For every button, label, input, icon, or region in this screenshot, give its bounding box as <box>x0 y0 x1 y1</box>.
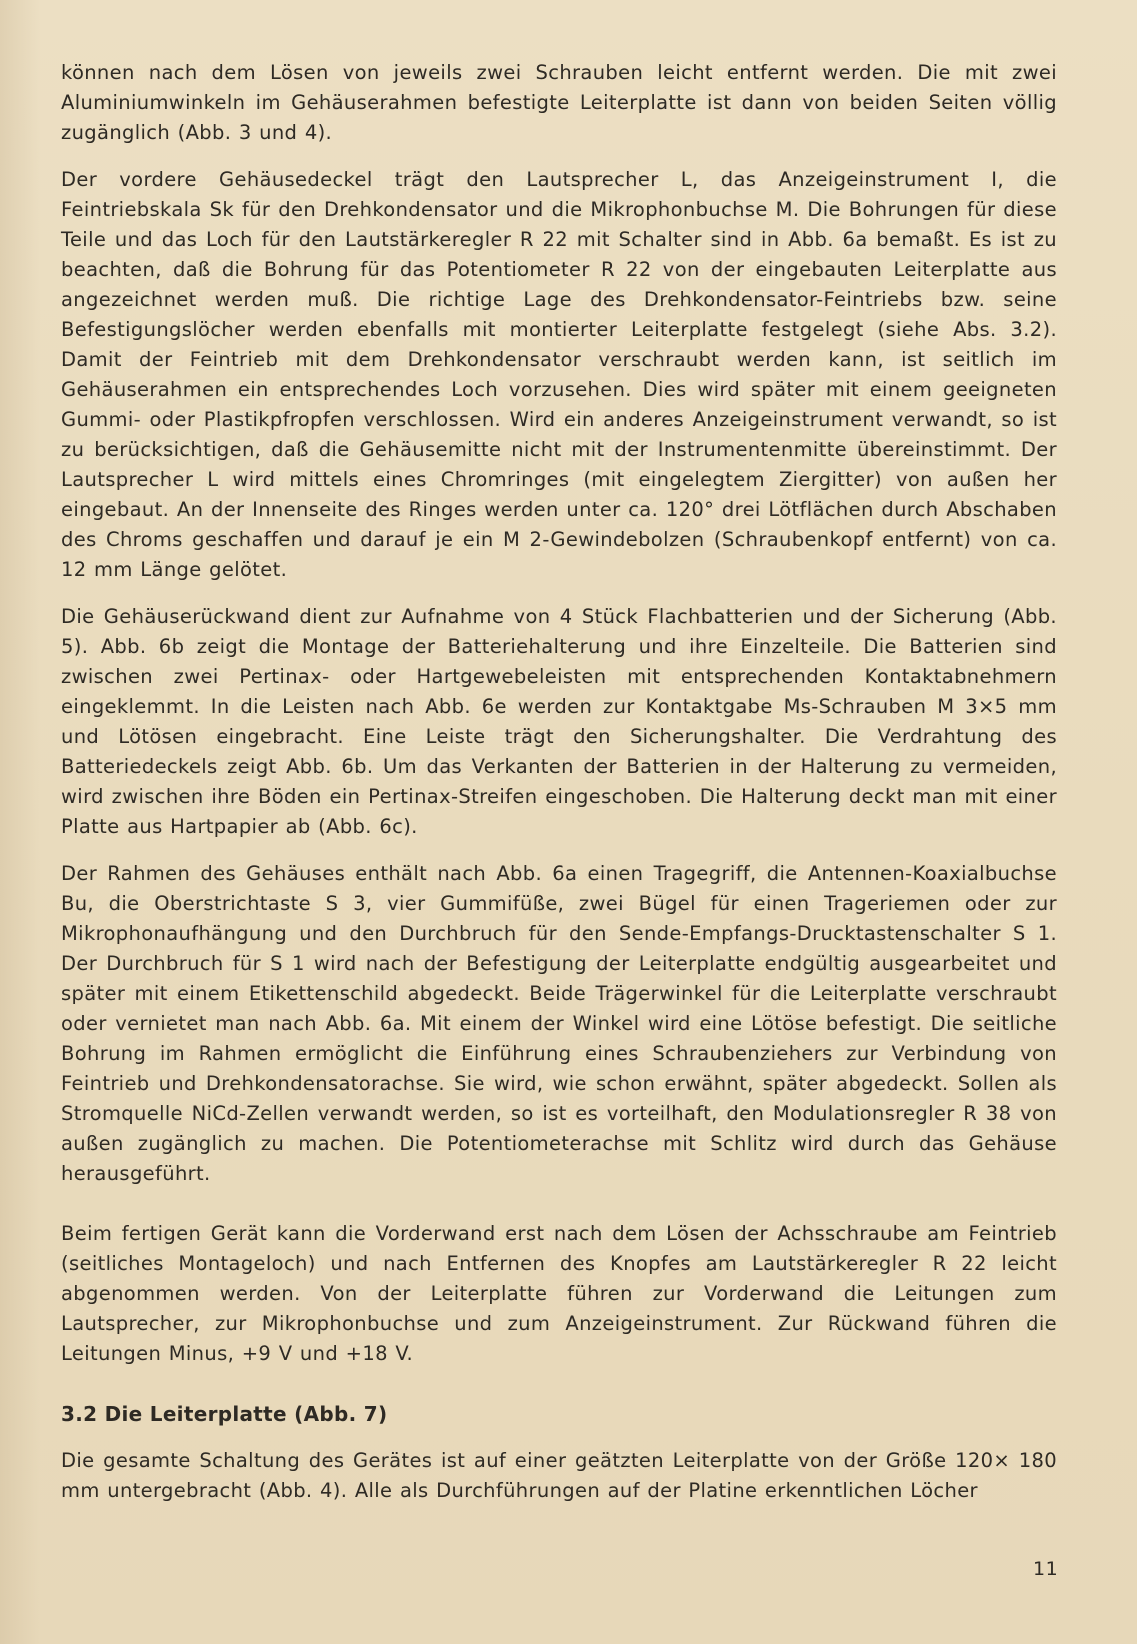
paragraph-circuit-board: Die gesamte Schaltung des Gerätes ist auf einer geätzten Leiterplatte von der Größe 120× 180 mm untergebracht (Abb. 4). Alle als Durchführungen auf der Platine erkenntlichen Löcher <box>61 1449 1057 1502</box>
paragraph-rear-wall: Die Gehäuserückwand dient zur Aufnahme von 4 Stück Flachbatterien und der Sicherung (Abb. 5). Abb. 6b zeigt die Montage der Batteriehalterung und ihre Einzelteile. Die Batterien sind zwischen zwei Pertinax- oder Hartgewebeleisten mit entsprechenden Kontaktabnehmern eingeklemmt. In die Leisten nach Abb. 6e werden zur Kontaktgabe Ms-Schrauben M 3×5 mm und Lötösen eingebracht. Eine Leiste trägt den Sicherungshalter. Die Verdrahtung des Batteriedeckels zeigt Abb. 6b. Um das Verkanten der Batterien in der Halterung zu vermeiden, wird zwischen ihre Böden ein Pertinax-Streifen eingeschoben. Die Halterung deckt man mit einer Platte aus Hartpapier ab (Abb. 6c). <box>61 605 1057 838</box>
paragraph-housing-access: können nach dem Lösen von jeweils zwei Schrauben leicht entfernt werden. Die mit zwei Aluminiumwinkeln im Gehäuserahmen befestigte Leiterplatte ist dann von beiden Seiten völlig zugänglich (Abb. 3 und 4). <box>61 61 1057 144</box>
section-heading: 3.2 Die Leiterplatte (Abb. 7) <box>61 1402 388 1426</box>
paragraph-frame: Der Rahmen des Gehäuses enthält nach Abb. 6a einen Tragegriff, die Antennen-Koaxialbuchse Bu, die Oberstrichtaste S 3, vier Gummifüße, zwei Bügel für einen Trageriemen oder zur Mikrophonaufhängung und den Durchbruch für den Sende-Empfangs-Drucktastenschalter S 1. Der Durchbruch für S 1 wird nach der Befestigung der Leiterplatte endgültig ausgearbeitet und später mit einem Etikettenschild abgedeckt. Beide Trägerwinkel für die Leiterplatte verschraubt oder vernietet man nach Abb. 6a. Mit einem der Winkel wird eine Lötöse befestigt. Die seitliche Bohrung im Rahmen ermöglicht die Einführung eines Schraubenziehers zur Verbindung von Feintrieb und Drehkondensatorachse. Sie wird, wie schon erwähnt, später abgedeckt. Sollen als Stromquelle NiCd-Zellen verwandt werden, so ist es vorteilhaft, den Modulationsregler R 38 von außen zugänglich zu machen. Die Potentiometerachse mit Schlitz wird durch das Gehäuse herausgeführt. <box>61 862 1057 1185</box>
page-number: 11 <box>1033 1558 1059 1580</box>
paragraph-front-cover: Der vordere Gehäusedeckel trägt den Lautsprecher L, das Anzeigeinstrument I, die Feintriebskala Sk für den Drehkondensator und die Mikrophonbuchse M. Die Bohrungen für diese Teile und das Loch für den Lautstärkeregler R 22 mit Schalter sind in Abb. 6a bemaßt. Es ist zu beachten, daß die Bohrung für das Potentiometer R 22 von der eingebauten Leiterplatte aus angezeichnet werden muß. Die richtige Lage des Drehkondensator-Feintriebs bzw. seine Befestigungslöcher werden ebenfalls mit montierter Leiterplatte festgelegt (siehe Abs. 3.2). Damit der Feintrieb mit dem Drehkondensator verschraubt werden kann, ist seitlich im Gehäuserahmen ein entsprechendes Loch vorzusehen. Dies wird später mit einem geeigneten Gummi- oder Plastikpfropfen verschlossen. Wird ein anderes Anzeigeinstrument verwandt, so ist zu berücksichtigen, daß die Gehäusemitte nicht mit der Instrumentenmitte übereinstimmt. Der Lautsprecher L wird mittels eines Chromringes (mit eingelegtem Ziergitter) von außen her eingebaut. An der Innenseite des Ringes werden unter ca. 120° drei Lötflächen durch Abschaben des Chroms geschaffen und darauf je ein M 2-Gewindebolzen (Schraubenkopf entfernt) von ca. 12 mm Länge gelötet. <box>61 168 1057 581</box>
paragraph-finished-device: Beim fertigen Gerät kann die Vorderwand erst nach dem Lösen der Achsschraube am Feintrieb (seitliches Montageloch) und nach Entfernen des Knopfes am Lautstärkeregler R 22 leicht abgenommen werden. Von der Leiterplatte führen zur Vorderwand die Leitungen zum Lautsprecher, zur Mikrophonbuchse und zum Anzeigeinstrument. Zur Rückwand führen die Leitungen Minus, +9 V und +18 V. <box>61 1222 1057 1365</box>
page-body <box>61 58 1057 1506</box>
